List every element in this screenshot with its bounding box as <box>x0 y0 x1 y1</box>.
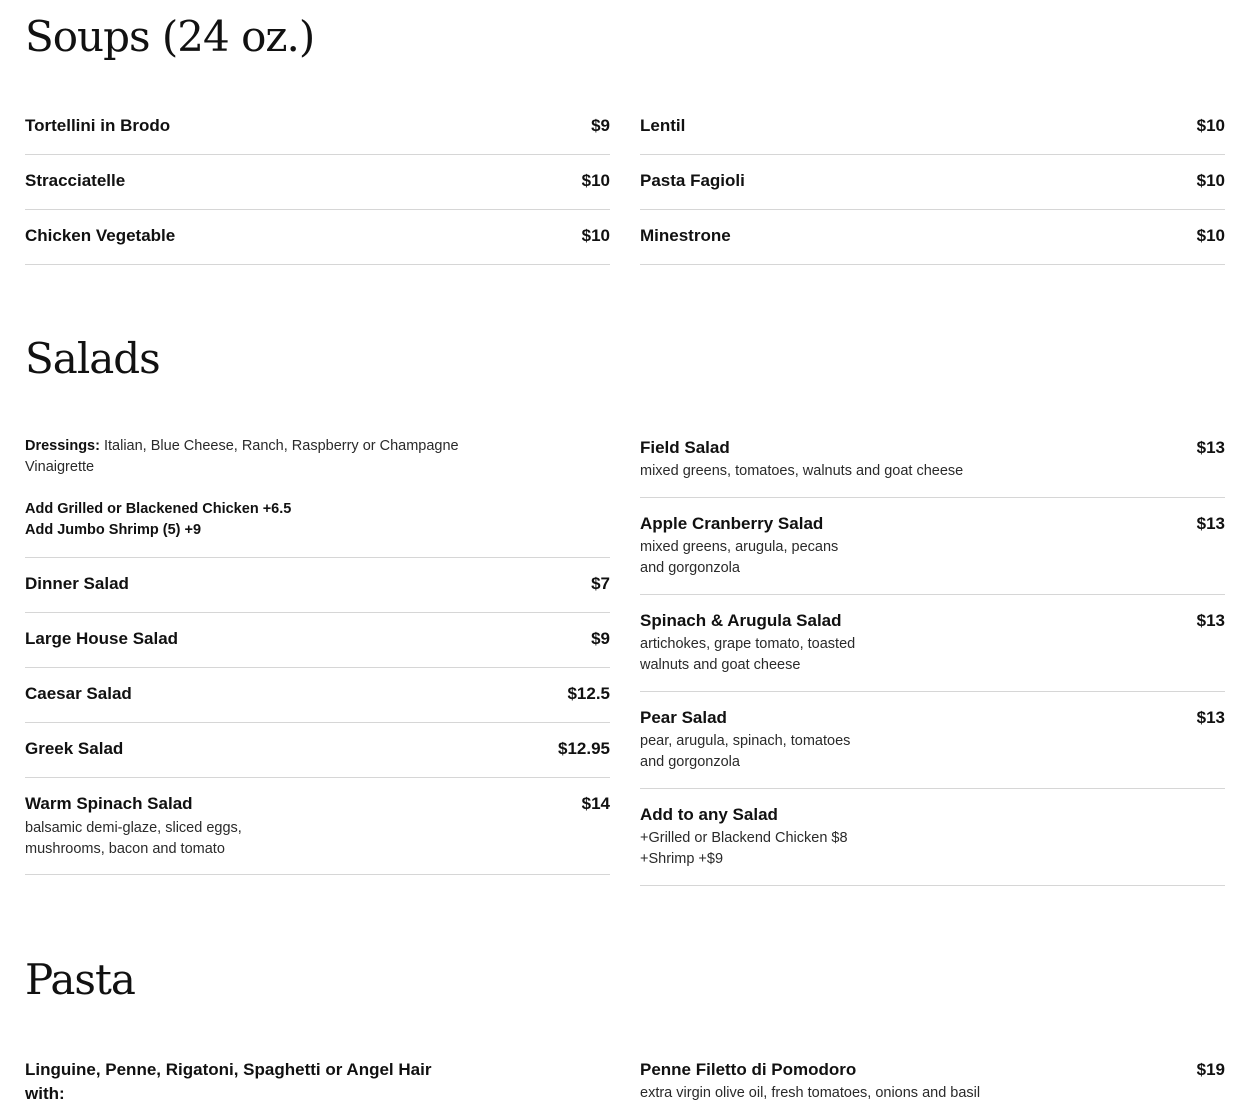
dressings-label: Dressings: <box>25 438 100 454</box>
item-description: pear, arugula, spinach, tomatoes and gorgonzola <box>640 733 851 770</box>
item-price: $10 <box>1196 171 1225 190</box>
menu-item <box>25 723 610 778</box>
item-description: mixed greens, arugula, pecans and gorgonzola <box>640 539 839 576</box>
salads-right-column <box>640 422 1225 886</box>
item-name: Add to any Salad <box>640 805 778 824</box>
pasta-right-column <box>640 1044 1225 1120</box>
item-price: $13 <box>1196 611 1225 630</box>
item-price: $9 <box>591 116 610 135</box>
item-name: Field Salad <box>640 438 730 457</box>
menu-item <box>25 668 610 723</box>
item-name: Chicken Vegetable <box>25 226 176 245</box>
menu-item <box>25 778 610 875</box>
item-name: Dinner Salad <box>25 574 129 593</box>
item-price: $10 <box>1196 226 1225 245</box>
salads-left-column <box>25 436 610 875</box>
item-name: Penne Filetto di Pomodoro <box>640 1060 857 1079</box>
menu-item <box>25 558 610 613</box>
item-price: $10 <box>1196 116 1225 135</box>
item-name: Stracciatelle <box>25 171 126 190</box>
item-price: $12.95 <box>558 739 610 758</box>
item-price: $10 <box>581 171 610 190</box>
menu-item <box>640 155 1225 210</box>
pasta-title: Pasta <box>25 955 135 1004</box>
item-description: extra virgin olive oil, fresh tomatoes, onions and basil <box>640 1085 981 1101</box>
item-name: Lentil <box>640 116 686 135</box>
item-description: artichokes, grape tomato, toasted walnuts and goat cheese <box>640 636 856 673</box>
soups-title: Soups (24 oz.) <box>25 12 315 61</box>
item-price: $9 <box>591 629 610 648</box>
dressings-text: Italian, Blue Cheese, Ranch, Raspberry or Champagne Vinaigrette <box>25 438 459 475</box>
item-price: $19 <box>1196 1060 1225 1079</box>
dressings-note <box>25 436 505 478</box>
item-name: Spinach & Arugula Salad <box>640 611 842 630</box>
item-price: $13 <box>1196 708 1225 727</box>
item-name: Pasta Fagioli <box>640 171 745 190</box>
menu-item <box>25 155 610 210</box>
item-name: Apple Cranberry Salad <box>640 514 824 533</box>
item-description: mixed greens, tomatoes, walnuts and goat cheese <box>640 463 964 479</box>
item-description: balsamic demi-glaze, sliced eggs, mushrooms, bacon and tomato <box>25 820 242 857</box>
item-name: Greek Salad <box>25 739 124 758</box>
menu-item <box>640 100 1225 155</box>
item-name: Minestrone <box>640 226 731 245</box>
pasta-left-column <box>25 1058 610 1106</box>
addon-chicken: Add Grilled or Blackened Chicken +6.5 <box>25 501 292 517</box>
item-price: $10 <box>581 226 610 245</box>
item-name: Large House Salad <box>25 629 179 648</box>
item-name: Warm Spinach Salad <box>25 794 193 813</box>
soups-left-column <box>25 100 610 265</box>
item-price: $14 <box>581 794 610 813</box>
item-price: $7 <box>591 574 610 593</box>
menu-item <box>640 422 1225 498</box>
item-description: +Grilled or Blackend Chicken $8 +Shrimp +$9 <box>640 830 848 867</box>
menu-item <box>640 498 1225 595</box>
pasta-heading: Linguine, Penne, Rigatoni, Spaghetti or Angel Hair with: <box>25 1060 432 1103</box>
soups-right-column <box>640 100 1225 265</box>
menu-item <box>25 613 610 668</box>
menu-item <box>640 210 1225 265</box>
item-price: $13 <box>1196 438 1225 457</box>
menu-item <box>640 692 1225 789</box>
menu-item <box>640 789 1225 886</box>
menu-item <box>640 1044 1225 1120</box>
menu-item <box>640 595 1225 692</box>
addon-shrimp: Add Jumbo Shrimp (5) +9 <box>25 522 202 538</box>
item-price: $13 <box>1196 514 1225 533</box>
item-name: Pear Salad <box>640 708 727 727</box>
menu-item <box>25 210 610 265</box>
menu-item <box>25 100 610 155</box>
item-name: Caesar Salad <box>25 684 132 703</box>
item-name: Tortellini in Brodo <box>25 116 171 135</box>
item-price: $12.5 <box>567 684 610 703</box>
salads-title: Salads <box>25 334 160 383</box>
